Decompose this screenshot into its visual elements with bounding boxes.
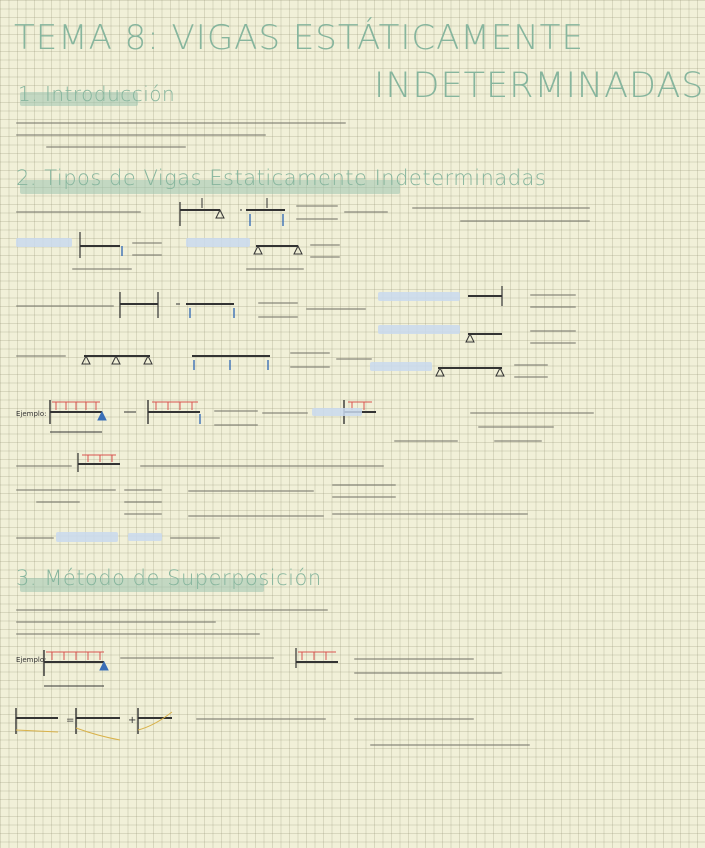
note-line <box>296 218 338 220</box>
note-line <box>332 513 528 515</box>
note-line <box>124 513 162 515</box>
note-line <box>120 657 274 659</box>
note-line <box>214 424 258 426</box>
note-line <box>16 537 54 539</box>
note-line <box>16 355 66 357</box>
example-label: Ejemplo: <box>16 656 47 664</box>
note-line <box>514 364 548 366</box>
note-line <box>16 489 116 491</box>
note-line <box>132 242 162 244</box>
note-line <box>72 268 132 270</box>
note-line <box>258 302 298 304</box>
case-highlight <box>16 238 72 247</box>
case-highlight <box>378 325 460 334</box>
note-line <box>16 621 216 623</box>
note-line <box>188 515 324 517</box>
note-line <box>306 308 366 310</box>
note-line <box>16 134 266 136</box>
example-1-diagram <box>46 398 376 442</box>
note-line <box>332 484 396 486</box>
note-line <box>124 501 162 503</box>
fixed-fixed-beam-diagram <box>116 290 256 328</box>
note-line <box>214 410 258 412</box>
note-line <box>246 268 304 270</box>
note-line <box>290 352 330 354</box>
case-highlight <box>378 292 460 301</box>
note-line <box>16 305 114 307</box>
note-line <box>412 207 590 209</box>
case-highlight <box>128 533 162 541</box>
note-line <box>332 496 396 498</box>
superposition-diagram <box>14 706 174 740</box>
case-highlight <box>56 532 118 542</box>
svg-text:=: = <box>66 715 75 726</box>
note-line <box>354 672 502 674</box>
example-label: Ejemplo: <box>16 410 47 418</box>
note-line <box>290 366 330 368</box>
note-line <box>188 490 314 492</box>
propped-cantilever-diagram <box>150 198 420 234</box>
page-title: TEMA 8: VIGAS ESTÁTICAMENTE <box>14 18 584 58</box>
note-line <box>310 244 340 246</box>
note-line <box>336 358 372 360</box>
section-1-title: 1. Introducción <box>18 82 176 106</box>
note-line <box>16 122 346 124</box>
note-line <box>16 633 260 635</box>
section-3-title: 3. Método de Superposición <box>16 566 322 590</box>
note-line <box>394 440 458 442</box>
note-line <box>478 426 554 428</box>
note-line <box>310 256 340 258</box>
example-2-diagram <box>40 646 380 698</box>
note-line <box>140 465 384 467</box>
svg-text:+: + <box>128 715 137 726</box>
released-structure-diagram <box>436 356 516 386</box>
note-line <box>296 205 338 207</box>
note-line <box>258 316 298 318</box>
note-line <box>16 465 72 467</box>
note-line <box>354 658 474 660</box>
note-line <box>460 220 590 222</box>
note-line <box>354 718 474 720</box>
note-line <box>16 609 328 611</box>
note-line <box>170 537 220 539</box>
note-line <box>370 744 530 746</box>
note-line <box>16 211 141 213</box>
note-line <box>196 718 326 720</box>
case-highlight <box>312 408 362 416</box>
note-line <box>530 342 576 344</box>
released-structure-diagram <box>252 232 322 272</box>
note-line <box>530 306 576 308</box>
case-highlight <box>186 238 250 247</box>
note-line <box>124 489 162 491</box>
cut-diagram <box>76 452 136 476</box>
released-structure-diagram <box>466 284 526 364</box>
note-line <box>262 412 308 414</box>
note-line <box>494 440 542 442</box>
note-line <box>530 294 576 296</box>
note-line <box>132 254 162 256</box>
continuous-beam-diagram <box>80 342 300 376</box>
note-line <box>514 376 548 378</box>
note-line <box>36 501 80 503</box>
note-line <box>46 146 186 148</box>
case-highlight <box>370 362 432 371</box>
note-line <box>470 412 594 414</box>
note-line <box>344 211 388 213</box>
note-line <box>530 330 576 332</box>
page-title-line2: INDETERMINADAS <box>374 66 705 106</box>
released-structure-diagram <box>76 232 186 272</box>
section-2-title: 2. Tipos de Vigas Estaticamente Indeterminadas <box>16 166 547 190</box>
